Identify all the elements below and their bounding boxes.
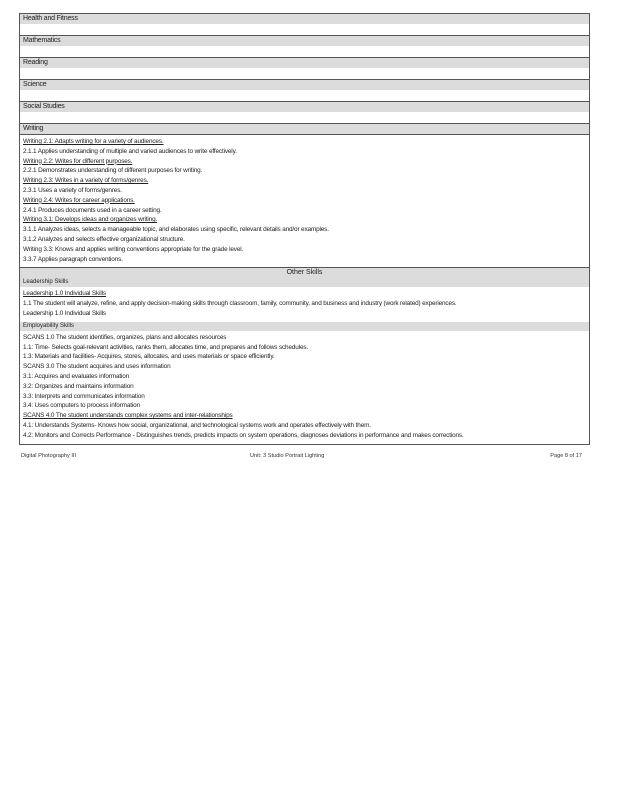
standard-line: Writing 3.1: Develops ideas and organizes writing.	[23, 216, 158, 224]
standard-line: Writing 2.3: Writes in a variety of forms/genres.	[23, 177, 149, 185]
standard-line: 3.3: Interprets and communicates information	[23, 392, 145, 400]
standard-line: SCANS 4.0 The student understands complex systems and inter-relationships	[23, 412, 233, 420]
section-social-studies	[20, 101, 589, 123]
standard-line: 1.1: Time- Selects goal-relevant activities, ranks them, allocates time, and prepares and follows schedules.	[23, 343, 309, 351]
standard-line: 3.1.2 Analyzes and selects effective organizational structure.	[23, 235, 185, 243]
section-other-skills	[20, 267, 589, 443]
standard-line: 2.4.1 Produces documents used in a career setting.	[23, 206, 162, 214]
standard-line: 3.4: Uses computers to process information	[23, 402, 140, 410]
section-writing	[20, 123, 589, 267]
standard-line: 3.1.1 Analyzes ideas, selects a manageable topic, and elaborates using specific, relevant details and/or examples.	[23, 226, 329, 234]
writing-standards-list	[20, 135, 589, 267]
standard-line: 2.3.1 Uses a variety of forms/genres.	[23, 186, 122, 194]
standard-line: 3.1: Acquires and evaluates information	[23, 372, 130, 380]
standard-line: 3.2: Organizes and maintains information	[23, 382, 134, 390]
standard-line: 4.2: Monitors and Corrects Performance - Distinguishes trends, predicts impacts on system operations, diagnoses deviations in performance and makes corrections.	[23, 431, 464, 439]
section-title: Writing	[20, 124, 589, 134]
leadership-standards-list	[20, 287, 589, 321]
standard-line: 2.1.1 Applies understanding of multiple and varied audiences to write effectively.	[23, 147, 237, 155]
section-title: Health and Fitness	[20, 14, 589, 24]
section-title: Reading	[20, 58, 589, 68]
standard-line: Leadership 1.0 Individual Skills	[23, 309, 106, 317]
employability-skills-title: Employability Skills	[20, 322, 589, 331]
standard-line: Writing 2.4: Writes for career applications.	[23, 196, 135, 204]
footer-unit: Unit: 3 Studio Portrait Lighting	[250, 453, 325, 459]
standard-line: 1.3: Materials and facilities- Acquires, stores, allocates, and uses materials or space efficiently.	[23, 353, 275, 361]
standards-table	[19, 13, 590, 445]
section-health	[20, 14, 589, 35]
standard-line: Leadership 1.0 Individual Skills	[23, 290, 106, 298]
other-skills-title: Other Skills	[20, 268, 589, 278]
standard-line: SCANS 3.0 The student acquires and uses information	[23, 363, 171, 371]
standard-line: Writing 3.3: Knows and applies writing conventions appropriate for the grade level.	[23, 245, 244, 253]
standard-line: 4.1: Understands Systems- Knows how social, organizational, and technological systems work and operates effectively with them.	[23, 421, 371, 429]
standard-line: 3.3.7 Applies paragraph conventions.	[23, 255, 123, 263]
section-title: Social Studies	[20, 102, 589, 112]
footer-page-number: Page 8 of 17	[550, 453, 582, 459]
standard-line: Writing 2.1: Adapts writing for a variety of audiences.	[23, 138, 164, 145]
footer-course: Digital Photography III	[21, 453, 77, 459]
standard-line: 2.2.1 Demonstrates understanding of different purposes for writing.	[23, 167, 203, 175]
leadership-skills-title: Leadership Skills	[20, 278, 589, 287]
standard-line: 1.1 The student will analyze, refine, and apply decision-making skills through classroom, family, community, and business and industry (work related) experiences.	[23, 300, 457, 308]
page-footer	[21, 453, 588, 463]
section-reading	[20, 57, 589, 79]
section-math	[20, 35, 589, 57]
section-science	[20, 79, 589, 101]
standard-line: Writing 2.2: Writes for different purposes.	[23, 157, 133, 165]
section-title: Science	[20, 80, 589, 90]
employability-standards-list	[20, 331, 589, 444]
standard-line: SCANS 1.0 The student identifies, organizes, plans and allocates resources	[23, 333, 227, 341]
section-title: Mathematics	[20, 36, 589, 46]
